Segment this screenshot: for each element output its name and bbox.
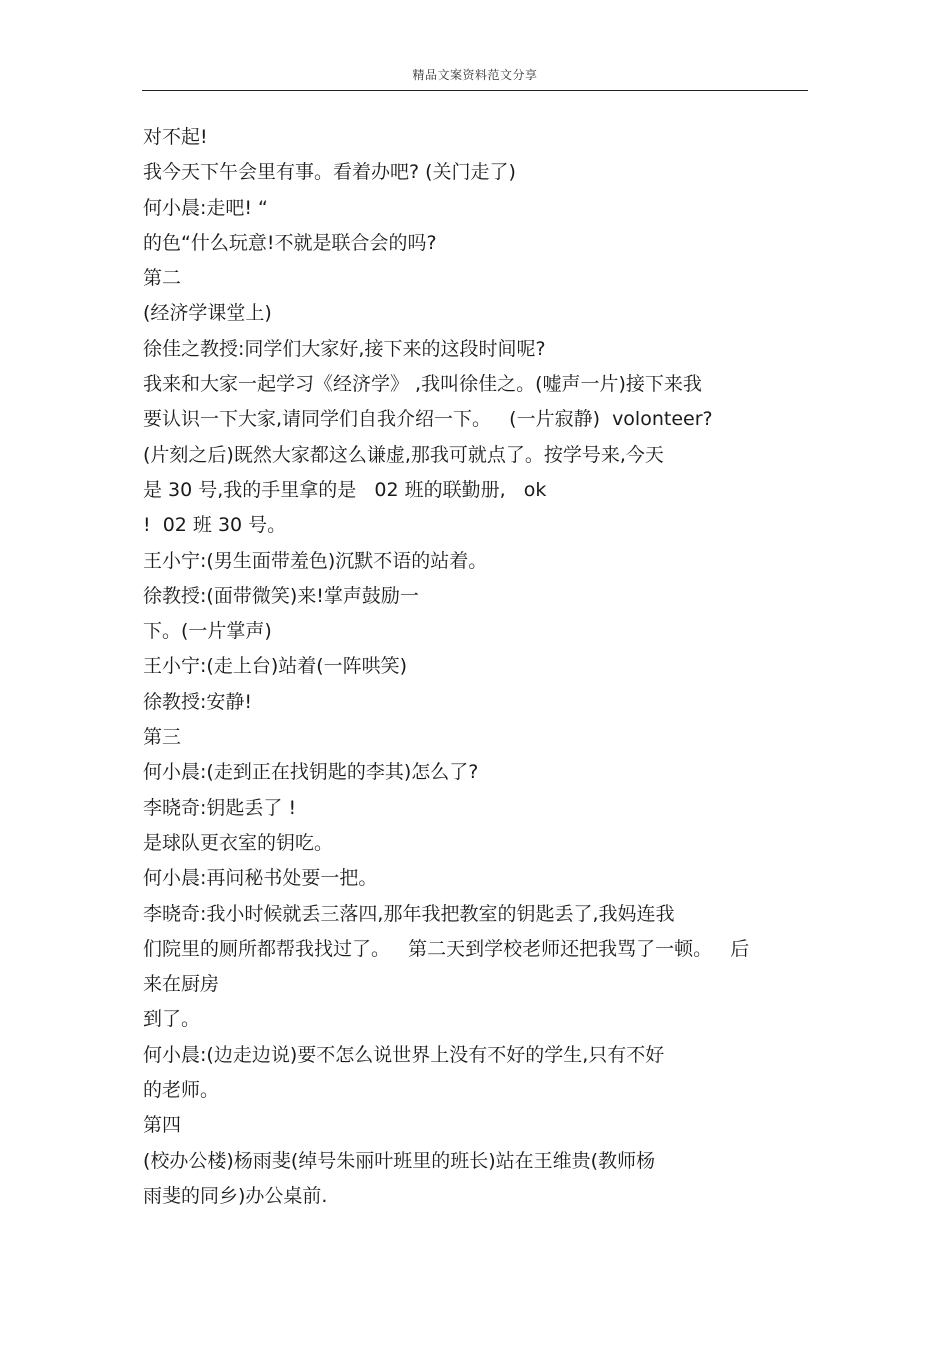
- text-line: (经济学课堂上): [143, 302, 272, 325]
- section-heading: 第三: [143, 726, 182, 749]
- text-line: 我今天下午会里有事。看着办吧? (关门走了): [143, 161, 516, 184]
- text-line: 徐教授:(面带微笑)来!掌声鼓励一: [143, 584, 419, 607]
- text-line: (校办公楼)杨雨斐(绰号朱丽叶班里的班长)站在王维贵(教师杨: [143, 1149, 656, 1172]
- text-line: 们院里的厕所都帮我找过了。 第二天到学校老师还把我骂了一顿。 后: [143, 937, 750, 960]
- text-line: 王小宁:(走上台)站着(一阵哄笑): [143, 655, 408, 678]
- text-line: 雨斐的同乡)办公桌前.: [143, 1184, 328, 1207]
- text-line: 我来和大家一起学习《经济学》 ,我叫徐佳之。(嘘声一片)接下来我: [143, 373, 702, 396]
- text-line: 何小晨:(走到正在找钥匙的李其)怎么了?: [143, 761, 479, 784]
- header-divider: [142, 90, 808, 91]
- text-line: 对不起!: [143, 126, 208, 148]
- text-line: 徐佳之教授:同学们大家好,接下来的这段时间呢?: [143, 337, 546, 360]
- section-heading: 第四: [143, 1114, 182, 1137]
- text-line: ! 02 班 30 号。: [143, 514, 287, 537]
- text-line: 要认识一下大家,请同学们自我介绍一下。 (一片寂静) volonteer?: [143, 408, 713, 431]
- text-line: 王小宁:(男生面带羞色)沉默不语的站着。: [143, 549, 488, 572]
- text-line: 来在厨房: [143, 973, 220, 996]
- text-line: 的色“什么玩意!不就是联合会的吗?: [143, 231, 437, 254]
- text-line: 何小晨:(边走边说)要不怎么说世界上没有不好的学生,只有不好: [143, 1043, 665, 1066]
- section-heading: 第二: [143, 267, 182, 290]
- page-header: 精品文案资料范文分享: [412, 68, 538, 82]
- text-line: 下。(一片掌声): [143, 620, 272, 643]
- text-line: 的老师。: [143, 1079, 220, 1102]
- text-line: 何小晨:再问秘书处要一把。: [143, 867, 378, 890]
- text-line: (片刻之后)既然大家都这么谦虚,那我可就点了。按学号来,今天: [143, 443, 664, 466]
- text-line: 是 30 号,我的手里拿的是 02 班的联勤册, ok: [143, 478, 547, 501]
- text-line: 李晓奇:我小时候就丢三落四,那年我把教室的钥匙丢了,我妈连我: [143, 902, 675, 925]
- text-line: 李晓奇:钥匙丢了 !: [143, 796, 297, 819]
- text-line: 何小晨:走吧! “: [143, 196, 268, 219]
- document-body: [143, 120, 809, 1214]
- text-line: 是球队更衣室的钥吃。: [143, 831, 334, 854]
- text-line: 徐教授:安静!: [143, 690, 253, 713]
- text-line: 到了。: [143, 1008, 201, 1031]
